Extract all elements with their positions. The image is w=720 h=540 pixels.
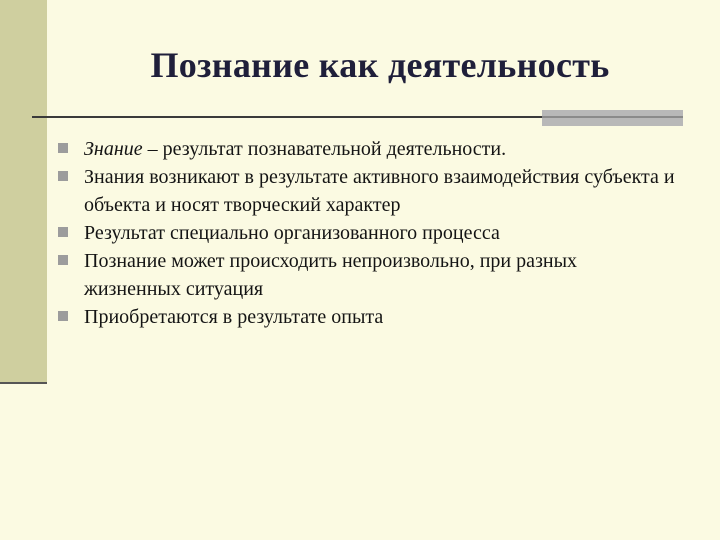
bullet-item	[56, 219, 676, 247]
square-bullet-icon	[58, 227, 68, 237]
bullet-item	[56, 163, 676, 219]
bullet-item	[56, 135, 676, 163]
accent-block	[542, 110, 683, 126]
square-bullet-icon	[58, 143, 68, 153]
bullet-emphasis: Знание	[84, 138, 143, 160]
square-bullet-icon	[58, 171, 68, 181]
side-decor-line	[0, 382, 47, 384]
bullet-item	[56, 247, 676, 303]
bullet-text: Знания возникают в результате активного взаимодействия субъекта и объекта и носят творческий характер	[84, 166, 675, 216]
bullet-text: Познание может происходить непроизвольно, при разных жизненных ситуация	[84, 250, 578, 300]
bullet-text: Приобретаются в результате опыта	[84, 306, 384, 328]
square-bullet-icon	[58, 311, 68, 321]
slide-title: Познание как деятельность	[150, 45, 610, 85]
bullet-text: – результат познавательной деятельности.	[142, 138, 507, 160]
accent-block-line	[542, 116, 683, 118]
side-decor-bar	[0, 0, 47, 382]
bullet-list	[56, 135, 676, 331]
bullet-text: Результат специально организованного процесса	[84, 222, 500, 244]
square-bullet-icon	[58, 255, 68, 265]
bullet-item	[56, 303, 676, 331]
